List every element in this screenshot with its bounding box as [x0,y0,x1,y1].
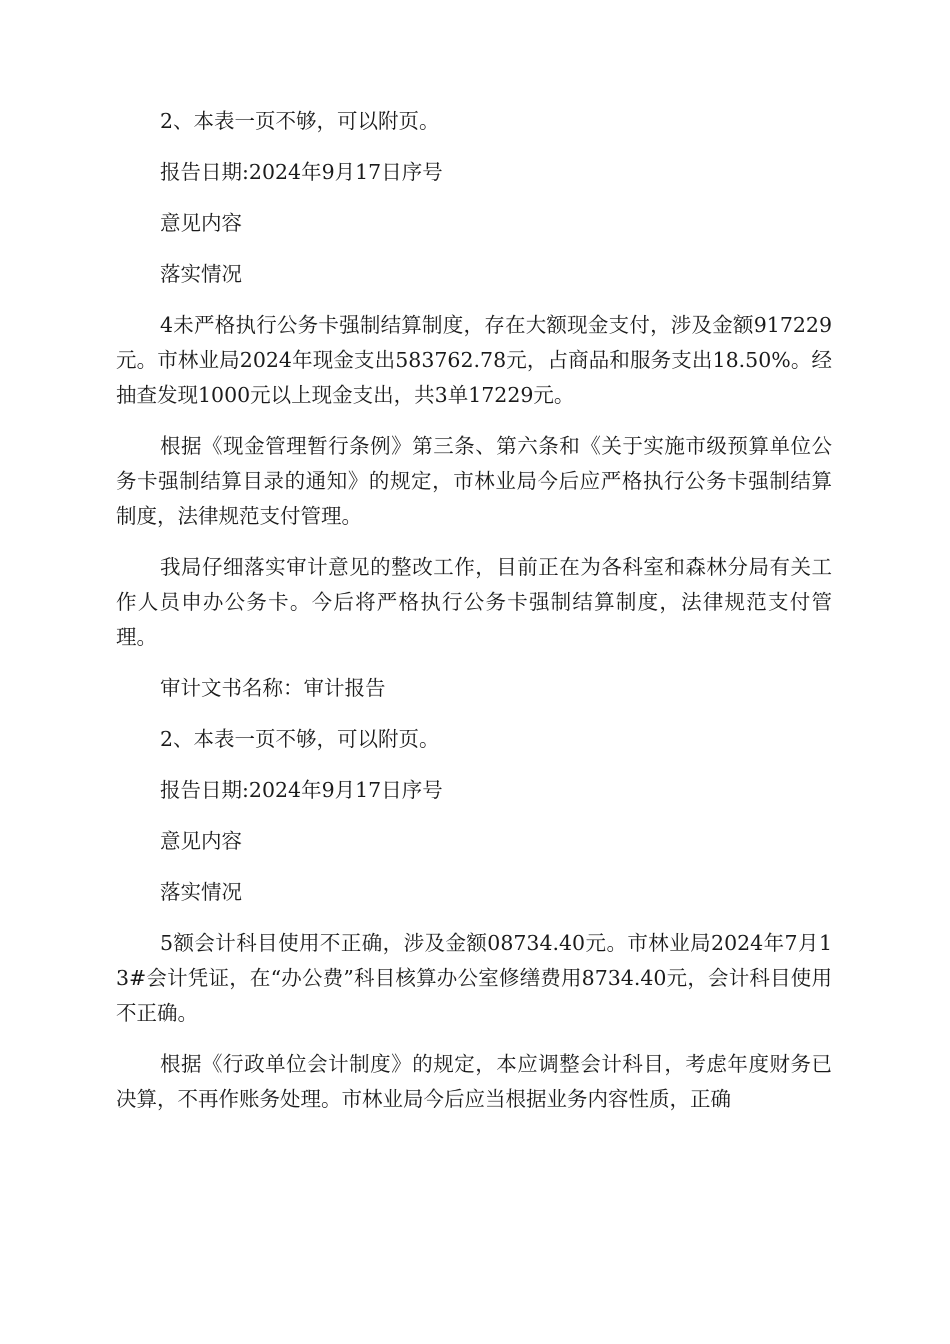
paragraph-item-4-finding: 4未严格执行公务卡强制结算制度，存在大额现金支付，涉及金额917229元。市林业局2024年现金支出583762.78元，占商品和服务支出18.50%。经抽查发现1000元以上现金支出，共3单17229元。 [116,313,832,407]
paragraph-item-5-finding: 5额会计科目使用不正确，涉及金额08734.40元。市林业局2024年7月13#会计凭证，在“办公费”科目核算办公室修缮费用8734.40元，会计科目使用不正确。 [116,931,832,1025]
paragraph-report-date: 报告日期:2024年9月17日序号 [160,778,443,802]
paragraph-attachment-note: 2、本表一页不够，可以附页。 [160,727,440,751]
paragraph-audit-document-name: 审计文书名称：审计报告 [160,676,386,700]
paragraph-item-5-basis: 根据《行政单位会计制度》的规定，本应调整会计科目，考虑年度财务已决算，不再作账务处理。市林业局今后应当根据业务内容性质，正确 [116,1052,832,1111]
paragraph-item-4-rectification: 我局仔细落实审计意见的整改工作，目前正在为各科室和森林分局有关工作人员申办公务卡。今后将严格执行公务卡强制结算制度，法律规范支付管理。 [116,555,832,649]
paragraph-opinion-heading: 意见内容 [160,829,242,853]
paragraph-attachment-note: 2、本表一页不够，可以附页。 [160,109,440,133]
paragraph-implementation-heading: 落实情况 [160,880,242,904]
paragraph-opinion-heading: 意见内容 [160,211,242,235]
paragraph-item-4-basis: 根据《现金管理暂行条例》第三条、第六条和《关于实施市级预算单位公务卡强制结算目录的通知》的规定，市林业局今后应严格执行公务卡强制结算制度，法律规范支付管理。 [116,434,832,528]
paragraph-implementation-heading: 落实情况 [160,262,242,286]
paragraph-report-date: 报告日期:2024年9月17日序号 [160,160,443,184]
document-body [116,104,832,1133]
